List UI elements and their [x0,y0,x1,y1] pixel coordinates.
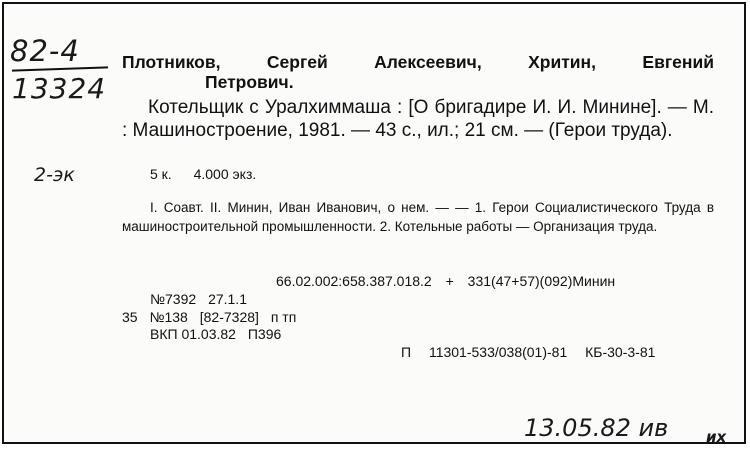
tracings-text: I. Соавт. II. Минин, Иван Иванович, о нем. — — 1. Герои Социалистического Труда в машиностроительной промышленности. 2. Котельные работы — Организация труда. [122,200,714,234]
catalog-card [2,2,746,444]
author-heading [122,52,714,73]
record2-suffix: п тп [270,309,297,325]
handwritten-shelfmark: 82-4 [10,34,80,68]
author-word: Хритин, [528,52,596,72]
description-text: Котельщик с Уралхиммаша : [О бригадире И. И. Минине]. — М. : Машиностроение, 1981. — 43 с., ил.; 21 см. — (Герои труда). [122,97,714,141]
author-heading-continued: Петрович. [205,72,294,92]
record2-prefix: 35 [122,309,138,325]
price-index-letter: П [401,344,412,360]
author-word: Алексеевич, [374,52,482,72]
print-run: 4.000 экз. [193,166,257,182]
handwritten-mark: 2-эк [34,164,75,186]
author-word: Евгений [642,52,714,72]
classification-codes [276,273,615,289]
price-index [401,344,655,360]
record-line-1 [150,291,247,307]
price: 5 к. [150,166,172,182]
author-word: Плотников, [122,52,221,72]
price-index-code: 11301-533/038(01)-81 [428,344,568,360]
handwritten-number: 13324 [12,72,107,105]
kb-code: КБ-30-3-81 [585,344,656,360]
record-number: №7392 [150,291,197,307]
record2-number: №138 [149,309,188,325]
udc-plus: + [445,273,454,289]
record-date: 27.1.1 [208,291,247,307]
udc-code: 66.02.002:658.387.018.2 [276,273,432,289]
record-line-2 [122,309,296,325]
handwritten-corner-mark: их [706,428,727,444]
vkp-code: П396 [247,326,282,342]
record-line-3 [150,326,281,342]
author-word: Сергей [266,52,328,72]
vkp-date: ВКП 01.03.82 [150,326,236,342]
record2-code: [82-7328] [199,309,259,325]
handwritten-date: 13.05.82 ив [524,414,669,442]
bbk-code: 331(47+57)(092)Минин [467,273,616,289]
bibliographic-description [122,96,714,142]
price-and-copies [150,166,256,182]
tracings [122,198,714,236]
